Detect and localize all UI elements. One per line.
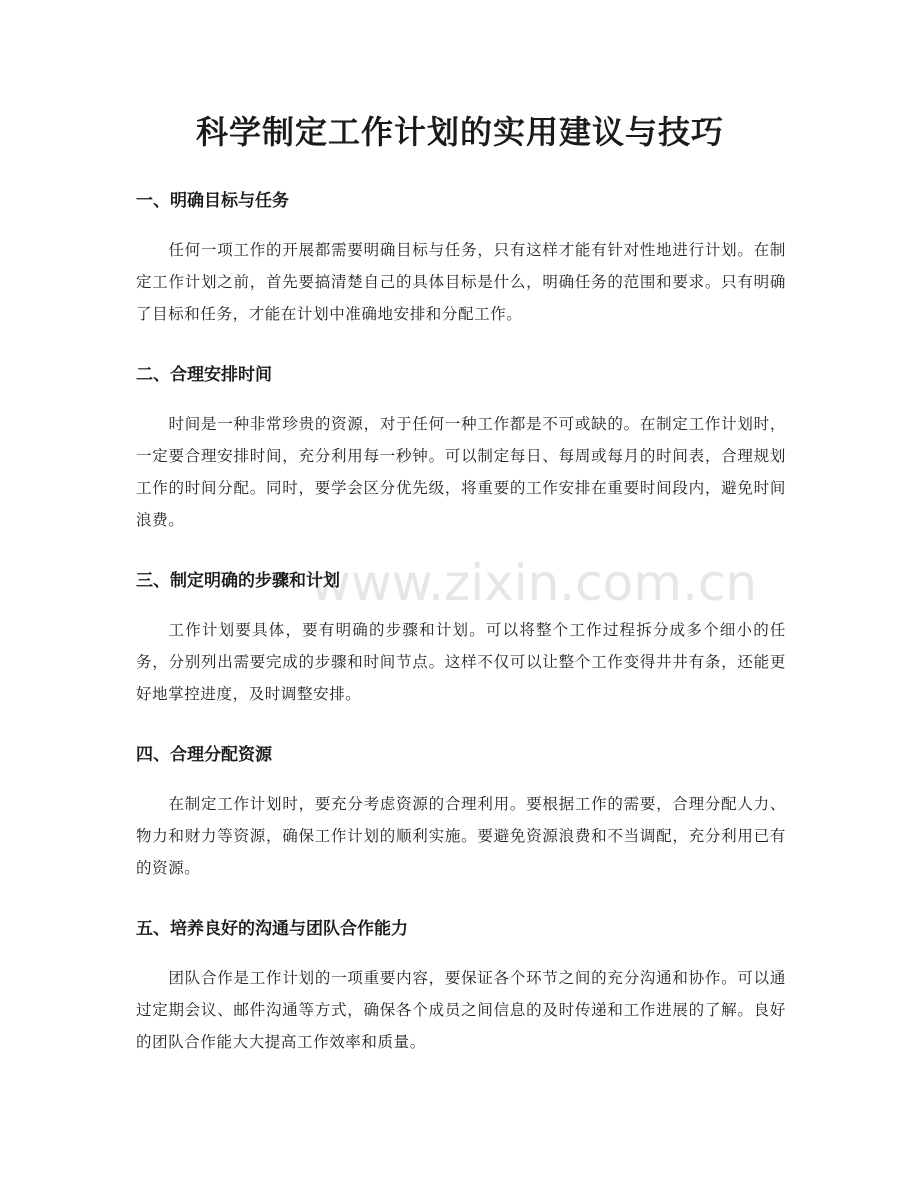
- section-body: 时间是一种非常珍贵的资源，对于任何一种工作都是不可或缺的。在制定工作计划时，一定要合理安排时间，充分利用每一秒钟。可以制定每日、每周或每月的时间表，合理规划工作的时间分配。同时，要学会区分优先级，将重要的工作安排在重要时间段内，避免时间浪费。: [136, 415, 786, 529]
- section-heading: 一、明确目标与任务: [136, 191, 289, 211]
- section-heading: 三、制定明确的步骤和计划: [136, 571, 340, 591]
- page-title: 科学制定工作计划的实用建议与技巧: [195, 113, 724, 151]
- section-4: [136, 743, 786, 884]
- section-1: [136, 189, 786, 330]
- section-body: 任何一项工作的开展都需要明确目标与任务，只有这样才能有针对性地进行计划。在制定工作计划之前，首先要搞清楚自己的具体目标是什么，明确任务的范围和要求。只有明确了目标和任务，才能在计划中准确地安排和分配工作。: [136, 241, 786, 323]
- section-body: 工作计划要具体，要有明确的步骤和计划。可以将整个工作过程拆分成多个细小的任务，分别列出需要完成的步骤和时间节点。这样不仅可以让整个工作变得井井有条，还能更好地掌控进度，及时调整安排。: [136, 621, 786, 703]
- section-5: [136, 917, 786, 1058]
- section-heading: 二、合理安排时间: [136, 365, 272, 385]
- watermark: www.zixin.com.cn: [310, 554, 758, 612]
- section-body: 在制定工作计划时，要充分考虑资源的合理利用。要根据工作的需要，合理分配人力、物力和财力等资源，确保工作计划的顺利实施。要避免资源浪费和不当调配，充分利用已有的资源。: [136, 795, 786, 877]
- section-2: [136, 363, 786, 536]
- section-3: [136, 569, 786, 710]
- section-body: 团队合作是工作计划的一项重要内容，要保证各个环节之间的充分沟通和协作。可以通过定期会议、邮件沟通等方式，确保各个成员之间信息的及时传递和工作进展的了解。良好的团队合作能大大提高工作效率和质量。: [136, 969, 786, 1051]
- section-heading: 五、培养良好的沟通与团队合作能力: [136, 919, 408, 939]
- section-heading: 四、合理分配资源: [136, 745, 272, 765]
